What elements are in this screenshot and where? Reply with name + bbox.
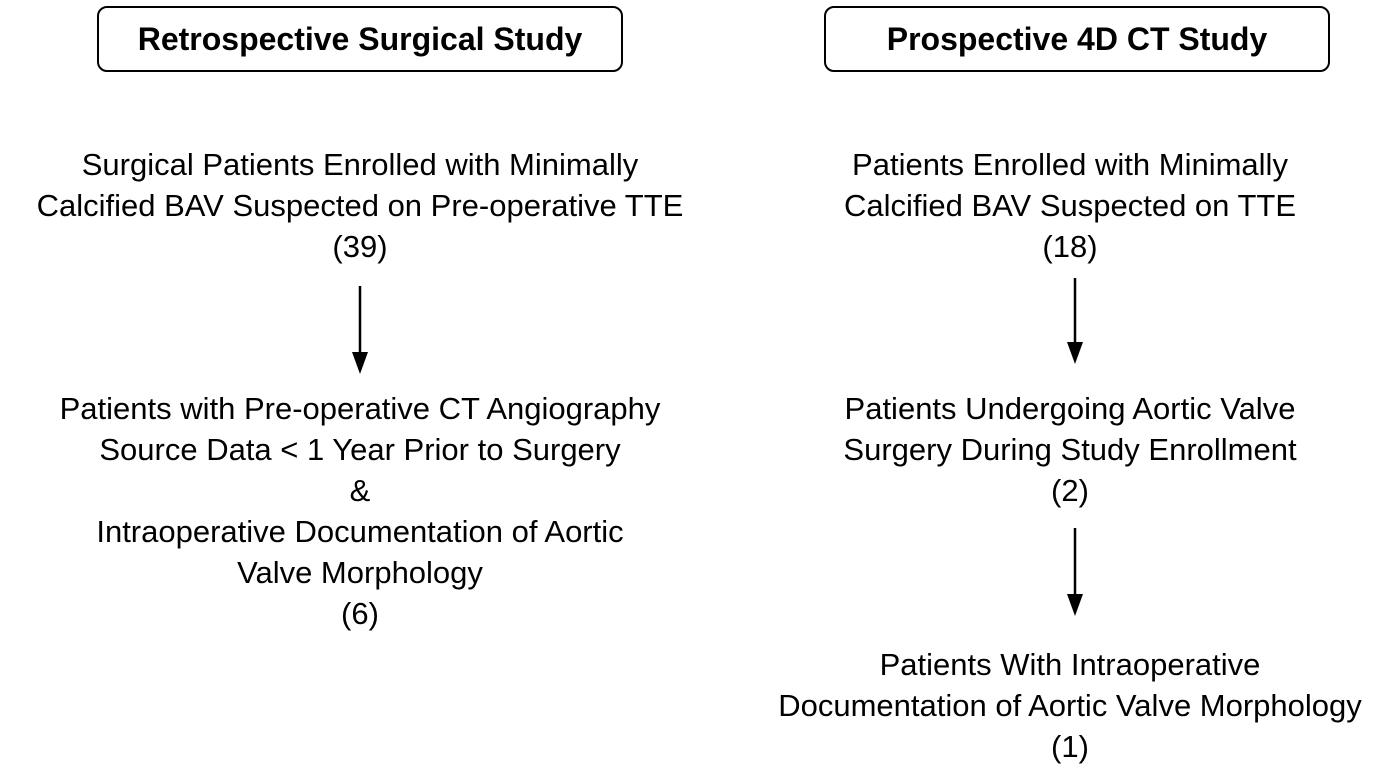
step-text-line: Surgery During Study Enrollment bbox=[843, 432, 1297, 467]
step-count: (6) bbox=[341, 596, 379, 631]
prospective-step-surgery bbox=[740, 388, 1400, 511]
retrospective-step-ct-angiography bbox=[0, 388, 720, 634]
step-text-line: Calcified BAV Suspected on Pre-operative TTE bbox=[36, 188, 684, 223]
step-text-line: & bbox=[349, 473, 371, 508]
step-text-line: Patients Undergoing Aortic Valve bbox=[844, 391, 1296, 426]
step-text-line: Patients Enrolled with Minimally bbox=[852, 147, 1288, 182]
step-text-line: Patients with Pre-operative CT Angiography bbox=[59, 391, 661, 426]
step-text-line: Documentation of Aortic Valve Morphology bbox=[778, 688, 1362, 723]
step-count: (1) bbox=[1051, 729, 1089, 764]
prospective-step-enrolled bbox=[740, 144, 1400, 267]
step-text-line: Calcified BAV Suspected on TTE bbox=[843, 188, 1297, 223]
step-text-line: Surgical Patients Enrolled with Minimally bbox=[81, 147, 639, 182]
arrow-down-icon bbox=[1065, 278, 1085, 364]
step-count: (39) bbox=[332, 229, 388, 264]
step-count: (2) bbox=[1051, 473, 1089, 508]
arrow-down-icon bbox=[350, 286, 370, 374]
prospective-step-documentation bbox=[740, 644, 1400, 767]
retrospective-header: Retrospective Surgical Study bbox=[97, 6, 623, 72]
retrospective-step-enrolled bbox=[0, 144, 720, 267]
step-text-line: Valve Morphology bbox=[237, 555, 483, 590]
step-count: (18) bbox=[1042, 229, 1098, 264]
prospective-header: Prospective 4D CT Study bbox=[824, 6, 1330, 72]
step-text-line: Patients With Intraoperative bbox=[879, 647, 1261, 682]
arrow-down-icon bbox=[1065, 528, 1085, 616]
step-text-line: Intraoperative Documentation of Aortic bbox=[96, 514, 624, 549]
step-text-line: Source Data < 1 Year Prior to Surgery bbox=[99, 432, 621, 467]
